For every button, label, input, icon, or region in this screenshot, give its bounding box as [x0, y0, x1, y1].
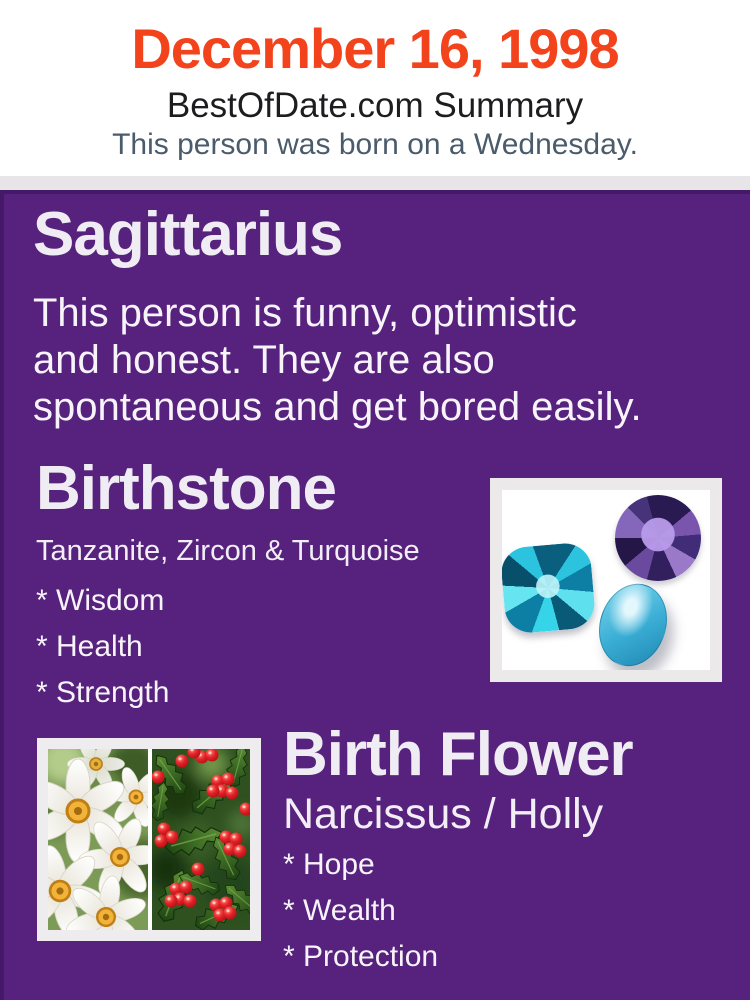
zircon-gem-icon [502, 541, 597, 635]
born-on-weekday-note: This person was born on a Wednesday. [112, 128, 638, 161]
turquoise-gem-icon [589, 575, 678, 670]
tanzanite-gem-icon [615, 495, 701, 581]
birth-flower-trait-item: * Hope [283, 848, 375, 881]
header-divider [0, 176, 750, 190]
birthstone-heading: Birthstone [36, 454, 336, 523]
birth-flower-trait-item: * Wealth [283, 894, 396, 927]
birth-flower-image [37, 738, 261, 941]
birth-flower-photo [48, 749, 250, 930]
birth-flower-names: Narcissus / Holly [283, 790, 604, 838]
birthstone-trait-item: * Health [36, 630, 143, 663]
birth-flower-trait-list [283, 850, 438, 988]
birth-flower-trait-item: * Protection [283, 940, 439, 973]
birthstone-image [490, 478, 722, 682]
birthstone-trait-item: * Strength [36, 676, 170, 709]
birth-flower-heading: Birth Flower [283, 720, 633, 789]
summary-panel [0, 190, 750, 1000]
date-title: December 16, 1998 [131, 17, 619, 80]
holly-photo-icon [152, 749, 250, 930]
zodiac-sign-heading: Sagittarius [33, 200, 343, 269]
birthstone-trait-list [36, 586, 169, 724]
site-summary-title: BestOfDate.com Summary [166, 86, 584, 125]
birthstone-photo [502, 490, 710, 670]
birthstone-trait-item: * Wisdom [36, 584, 165, 617]
zodiac-description: This person is funny, optimistic and honest. They are also spontaneous and get bored easily. [33, 291, 642, 429]
header [0, 0, 750, 176]
narcissus-photo-icon [48, 749, 148, 930]
birthstone-names: Tanzanite, Zircon & Turquoise [36, 535, 420, 567]
